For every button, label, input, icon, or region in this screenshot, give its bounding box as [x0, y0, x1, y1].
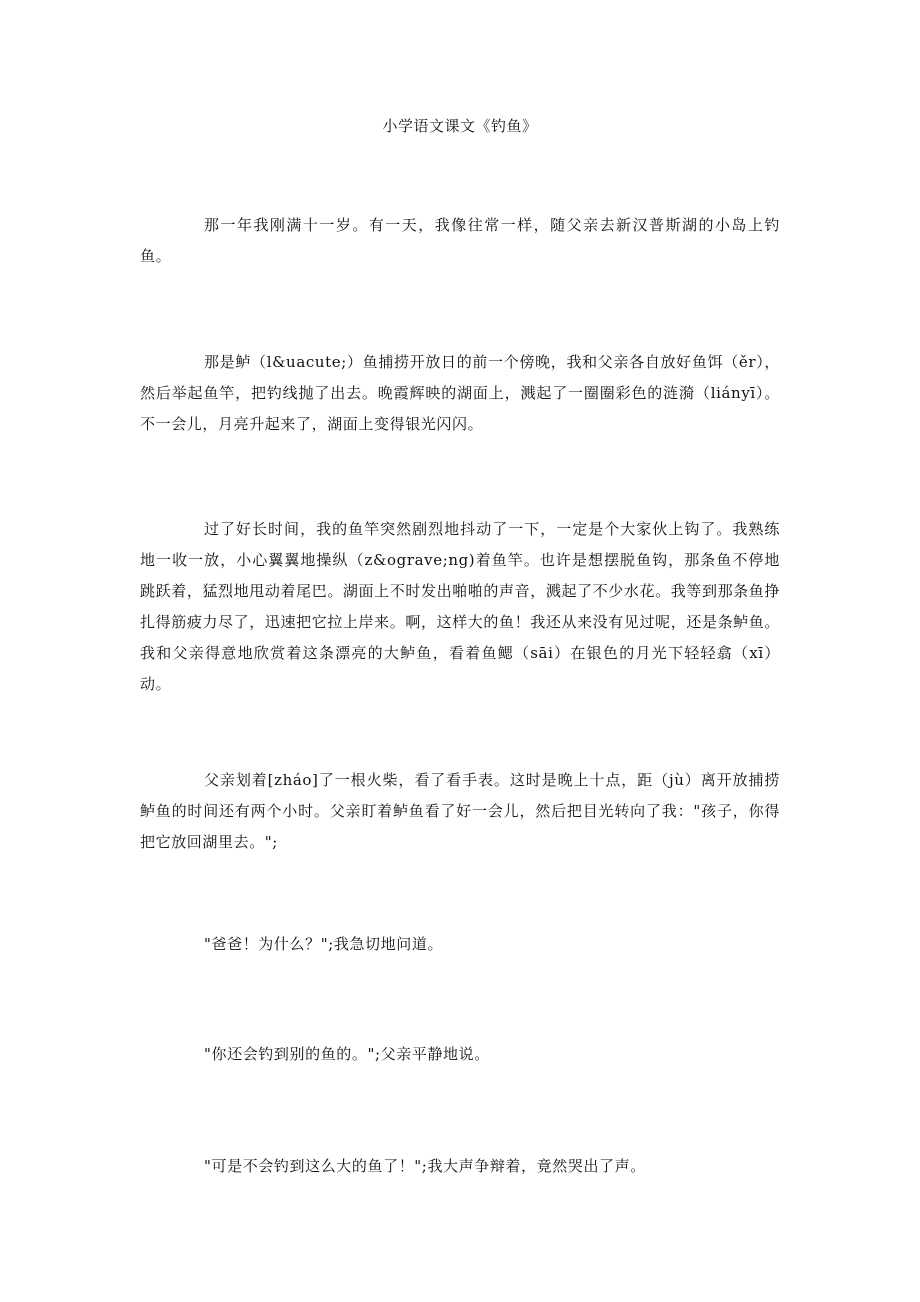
paragraph-1: 那一年我刚满十一岁。有一天，我像往常一样，随父亲去新汉普斯湖的小岛上钓鱼。 [140, 216, 780, 265]
paragraph-3: 过了好长时间，我的鱼竿突然剧烈地抖动了一下，一定是个大家伙上钩了。我熟练地一收一放，小心翼翼地操纵（z&ograve;ng)着鱼竿。也许是想摆脱鱼钩，那条鱼不停地跳跃着，猛烈地甩动着尾巴。湖面上不时发出啪啪的声音，溅起了不少水花。我等到那条鱼挣扎得筋疲力尽了，迅速把它拉上岸来。啊，这样大的鱼！我还从来没有见过呢，还是条鲈鱼。我和父亲得意地欣赏着这条漂亮的大鲈鱼，看着鱼鳃（sāi）在银色的月光下轻轻翕（xī）动。 [140, 520, 780, 693]
paragraph-6: "你还会钓到别的鱼的。";父亲平静地说。 [204, 1045, 490, 1063]
paragraph-7: "可是不会钓到这么大的鱼了！";我大声争辩着，竟然哭出了声。 [204, 1157, 646, 1175]
paragraph-5: "爸爸！为什么？";我急切地问道。 [204, 935, 444, 953]
paragraph-4: 父亲划着[zháo]了一根火柴，看了看手表。这时是晚上十点，距（jù）离开放捕捞鲈鱼的时间还有两个小时。父亲盯着鲈鱼看了好一会儿，然后把目光转向了我："孩子，你得把它放回湖里去。"; [140, 771, 780, 851]
paragraph-2: 那是鲈（l&uacute;）鱼捕捞开放日的前一个傍晚，我和父亲各自放好鱼饵（ěr），然后举起鱼竿，把钓线抛了出去。晚霞辉映的湖面上，溅起了一圈圈彩色的涟漪（liányī）。不一会儿，月亮升起来了，湖面上变得银光闪闪。 [140, 353, 780, 433]
page-title: 小学语文课文《钓鱼》 [382, 117, 538, 135]
